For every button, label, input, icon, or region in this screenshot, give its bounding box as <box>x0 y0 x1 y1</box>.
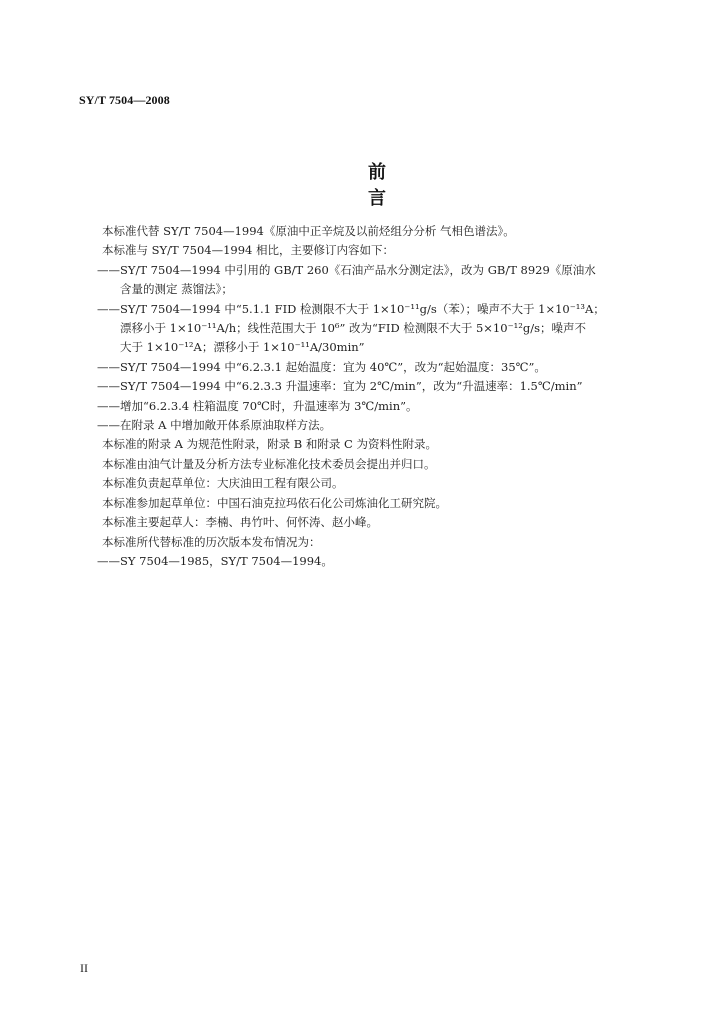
foreword-line-change-3: ——SY/T 7504—1994 中“6.2.3.1 起始温度：宜为 40℃”，改为“起始温度：35℃”。 <box>97 359 546 374</box>
page-number: II <box>80 961 88 975</box>
foreword-line-proposed-by: 本标准由油气计量及分析方法专业标准化技术委员会提出并归口。 <box>102 456 436 471</box>
foreword-line-change-2-cont-b: 大于 1×10⁻¹²A；漂移小于 1×10⁻¹¹A/30min” <box>120 340 365 355</box>
foreword-line-change-6: ——在附录 A 中增加敞开体系原油取样方法。 <box>97 418 332 433</box>
foreword-line-replaces: 本标准代替 SY/T 7504—1994《原油中正辛烷及以前烃组分分析 气相色谱法》。 <box>102 224 515 238</box>
foreword-line-history-intro: 本标准所代替标准的历次版本发布情况为： <box>102 534 321 549</box>
foreword-line-drafting-unit: 本标准负责起草单位：大庆油田工程有限公司。 <box>102 476 344 491</box>
foreword-line-annexes: 本标准的附录 A 为规范性附录，附录 B 和附录 C 为资料性附录。 <box>102 437 437 452</box>
foreword-line-change-2-cont-a: 漂移小于 1×10⁻¹¹A/h；线性范围大于 10⁶” 改为“FID 检测限不大于 5×10⁻¹²g/s；噪声不 <box>120 321 586 336</box>
foreword-line-change-1-cont: 含量的测定 蒸馏法》； <box>120 282 233 297</box>
foreword-line-participating-unit: 本标准参加起草单位：中国石油克拉玛依石化公司炼油化工研究院。 <box>102 495 447 510</box>
standard-code: SY/T 7504—2008 <box>79 93 170 107</box>
foreword-line-drafters: 本标准主要起草人：李楠、冉竹叶、何怀涛、赵小峰。 <box>102 515 378 530</box>
page-title: 前 言 <box>368 162 420 209</box>
foreword-body <box>97 222 662 571</box>
foreword-line-history: ——SY 7504—1985，SY/T 7504—1994。 <box>97 553 333 568</box>
foreword-line-change-5: ——增加“6.2.3.4 柱箱温度 70℃时，升温速率为 3℃/min”。 <box>97 398 418 413</box>
foreword-line-change-2: ——SY/T 7504—1994 中“5.1.1 FID 检测限不大于 1×10⁻¹¹g/s（苯）；噪声不大于 1×10⁻¹³A； <box>97 301 605 316</box>
foreword-line-change-1: ——SY/T 7504—1994 中引用的 GB/T 260《石油产品水分测定法》，改为 GB/T 8929《原油水 <box>97 262 596 277</box>
foreword-line-changes-intro: 本标准与 SY/T 7504—1994 相比，主要修订内容如下： <box>102 243 395 258</box>
foreword-line-change-4: ——SY/T 7504—1994 中“6.2.3.3 升温速率：宜为 2℃/min”，改为“升温速率：1.5℃/min” <box>97 379 583 394</box>
